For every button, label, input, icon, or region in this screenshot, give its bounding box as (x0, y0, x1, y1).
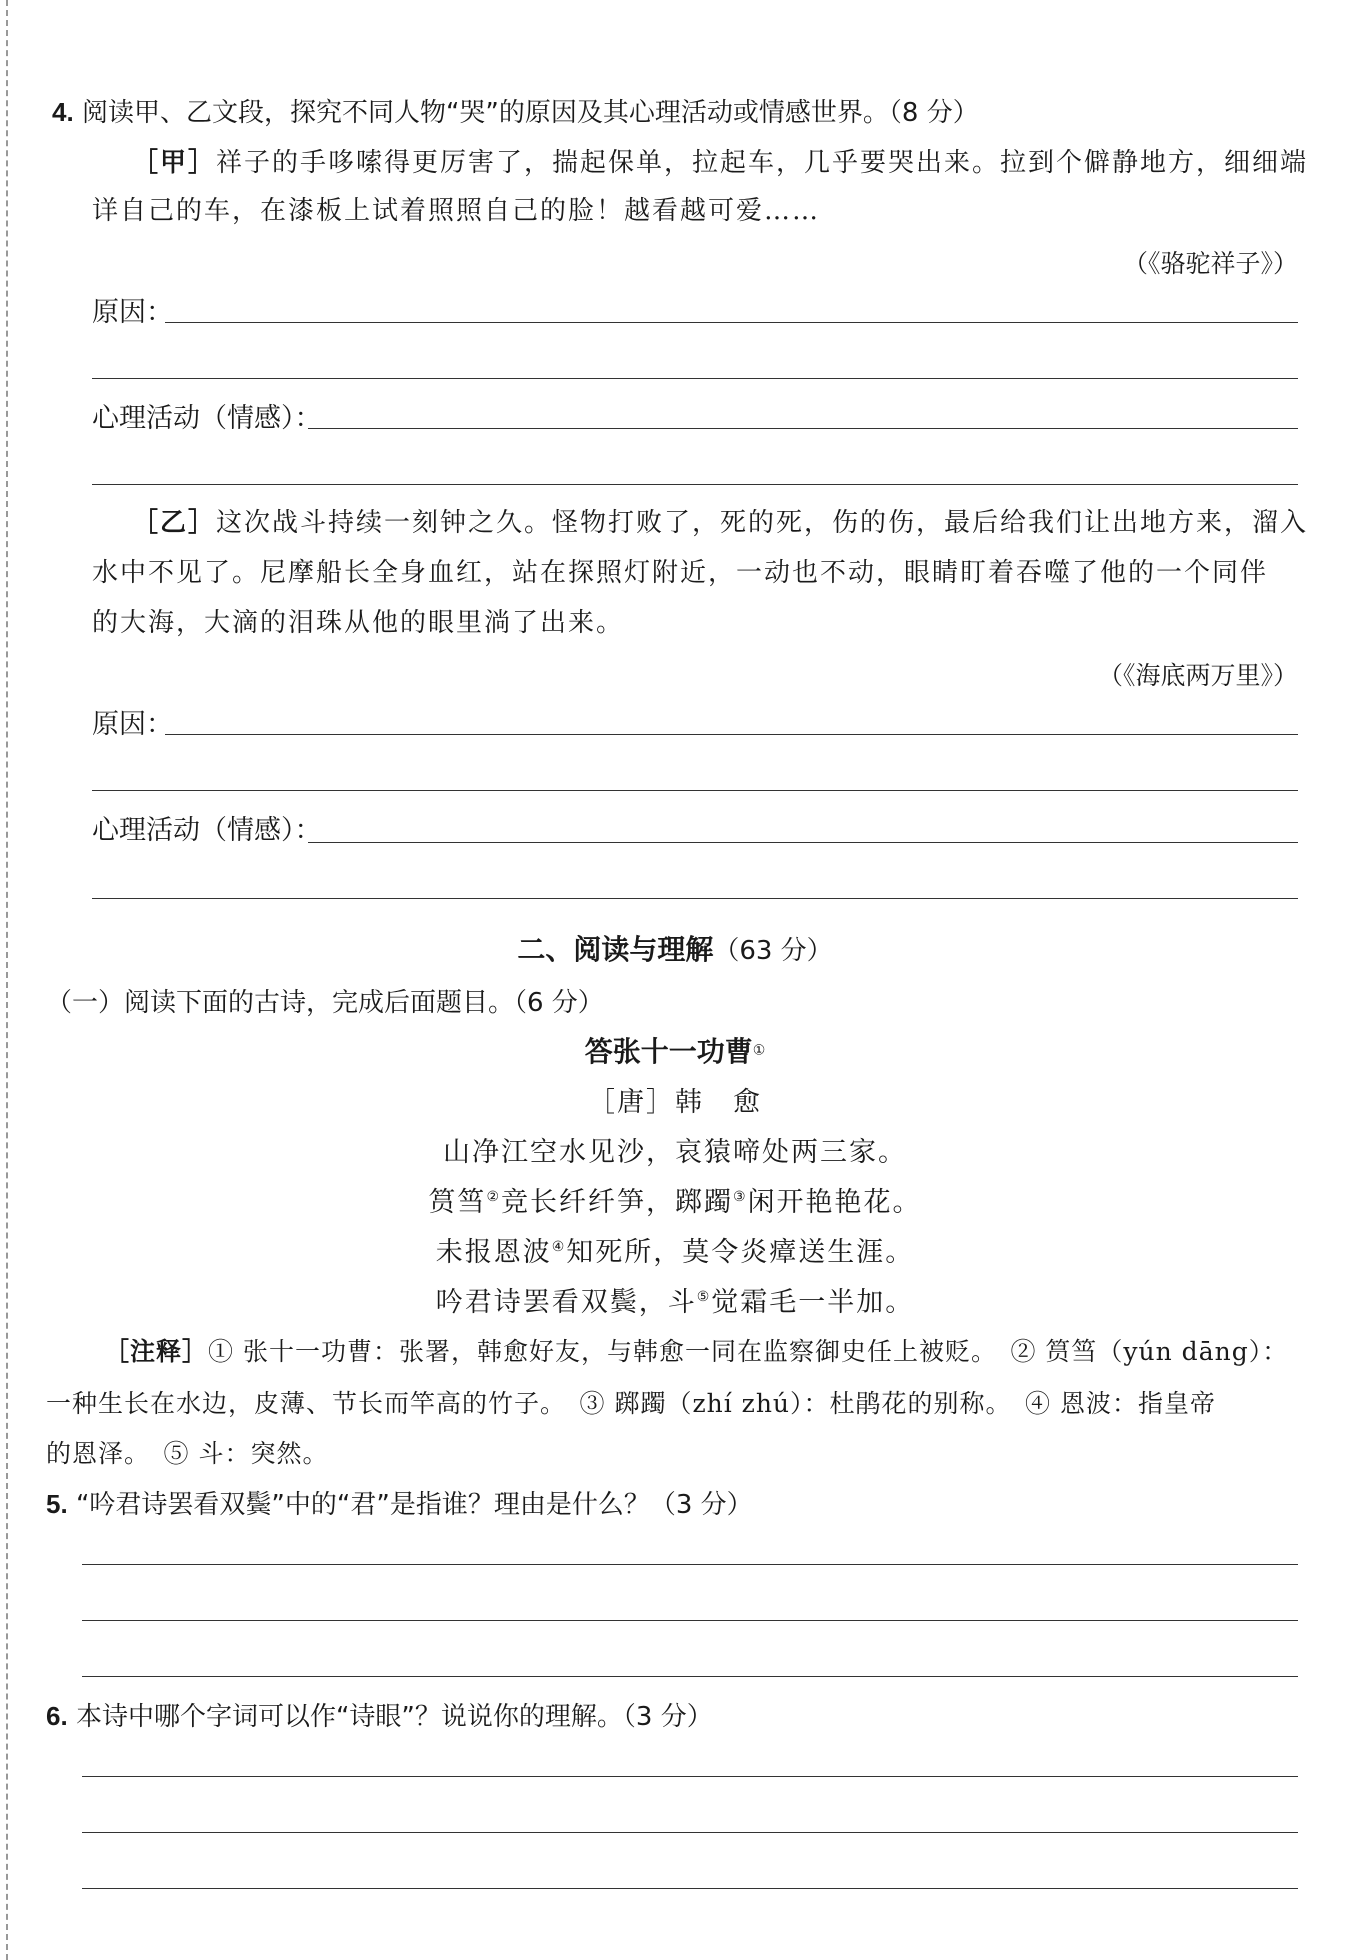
poem-text: 吟君诗罢看双鬓，斗 (435, 1287, 697, 1318)
poem-title: 答张十一功曹 (584, 1035, 753, 1068)
question-score: （3 分） (622, 1702, 713, 1732)
poem-line-4 (0, 1280, 1350, 1319)
passage-jia-line-1 (132, 142, 1308, 179)
passage-text: 这次战斗持续一刻钟之久。怪物打败了，死的死，伤的伤，最后给我们让出地方来，溜入 (216, 508, 1309, 538)
answer-line[interactable] (308, 842, 1298, 843)
poem-title-row (0, 1030, 1350, 1070)
poem-text: 竞长纤纤笋，踯躅 (501, 1187, 733, 1218)
answer-line[interactable] (308, 428, 1298, 429)
mind-label: 心理活动（情感）： (92, 815, 322, 846)
passage-source: （《骆驼祥子》） (1122, 249, 1298, 278)
question-score: （8 分） (888, 98, 979, 128)
question-text: 本诗中哪个字词可以作“诗眼”？说说你的理解。 (75, 1702, 623, 1732)
question-5-prompt (46, 1484, 753, 1521)
footnote-marker: ① (752, 1042, 766, 1059)
footnote-marker: ② (486, 1189, 501, 1205)
poem-text: 知死所，莫令炎瘴送生涯。 (566, 1237, 915, 1268)
notes-tag: ［注释］ (104, 1337, 209, 1366)
reason-label: 原因： (92, 297, 173, 328)
passage-yi-line-1 (132, 502, 1308, 539)
answer-line[interactable] (82, 1888, 1298, 1889)
question-number: 4. (52, 97, 74, 127)
poem-text: 闲开艳艳花。 (747, 1187, 922, 1218)
passage-yi-line-3: 的大海，大滴的泪珠从他的眼里淌了出来。 (92, 608, 625, 638)
subsection-instruction: （一）阅读下面的古诗，完成后面题目。（6 分） (46, 988, 604, 1018)
passage-tag: ［乙］ (132, 508, 217, 538)
answer-line[interactable] (82, 1620, 1298, 1621)
poem-line-3 (0, 1230, 1350, 1269)
reason-label: 原因： (92, 709, 173, 740)
passage-tag: ［甲］ (132, 148, 217, 178)
answer-line[interactable] (92, 378, 1298, 379)
answer-line[interactable] (165, 734, 1298, 735)
section-score: （63 分） (713, 936, 833, 966)
answer-line[interactable] (92, 790, 1298, 791)
passage-source: （《海底两万里》） (1097, 661, 1298, 690)
footnote-marker: ⑤ (696, 1289, 712, 1305)
passage-jia-line-2: 详自己的车，在漆板上试着照照自己的脸！越看越可爱…… (92, 196, 821, 226)
answer-line[interactable] (82, 1832, 1298, 1833)
poem-text: 筼筜 (428, 1187, 487, 1218)
poem-text: 未报恩波 (435, 1237, 552, 1268)
mind-label: 心理活动（情感）： (92, 403, 322, 434)
poem-line-2 (0, 1180, 1350, 1219)
notes-text: ① 张十一功曹：张署，韩愈好友，与韩愈一同在监察御史任上被贬。 ② 筼筜（yún dāng）： (208, 1337, 1289, 1366)
poem-author: ［唐］韩 愈 (588, 1087, 762, 1118)
binding-margin-line (6, 0, 8, 1960)
notes-line-3: 的恩泽。 ⑤ 斗：突然。 (46, 1439, 329, 1468)
footnote-marker: ④ (551, 1239, 567, 1255)
poem-line-1: 山净江空水见沙，哀猿啼处两三家。 (443, 1137, 907, 1168)
notes-line-1 (104, 1332, 1288, 1368)
answer-line[interactable] (165, 322, 1298, 323)
footnote-marker: ③ (733, 1189, 748, 1205)
answer-line[interactable] (82, 1564, 1298, 1565)
question-6-prompt (46, 1696, 713, 1733)
section-heading (0, 928, 1350, 968)
passage-yi-line-2: 水中不见了。尼摩船长全身血红，站在探照灯附近，一动也不动，眼睛盯着吞噬了他的一个同伴 (92, 558, 1269, 588)
section-title: 二、阅读与理解 (517, 933, 714, 966)
passage-text: 祥子的手哆嗦得更厉害了，揣起保单，拉起车，几乎要哭出来。拉到个僻静地方，细细端 (216, 148, 1309, 178)
answer-line[interactable] (82, 1676, 1298, 1677)
notes-line-2: 一种生长在水边，皮薄、节长而竿高的竹子。 ③ 踯躅（zhí zhú）：杜鹃花的别称。 ④ 恩波：指皇帝 (46, 1389, 1216, 1418)
answer-line[interactable] (92, 484, 1298, 485)
question-number: 5. (46, 1489, 68, 1519)
question-score: （3 分） (649, 1490, 753, 1520)
question-text: 阅读甲、乙文段，探究不同人物“哭”的原因及其心理活动或情感世界。 (81, 98, 889, 128)
question-number: 6. (46, 1701, 68, 1731)
question-text: “吟君诗罢看双鬓”中的“君”是指谁？理由是什么？ (75, 1490, 650, 1520)
answer-line[interactable] (82, 1776, 1298, 1777)
question-4-prompt (52, 92, 979, 129)
answer-line[interactable] (92, 898, 1298, 899)
poem-text: 觉霜毛一半加。 (711, 1287, 915, 1318)
